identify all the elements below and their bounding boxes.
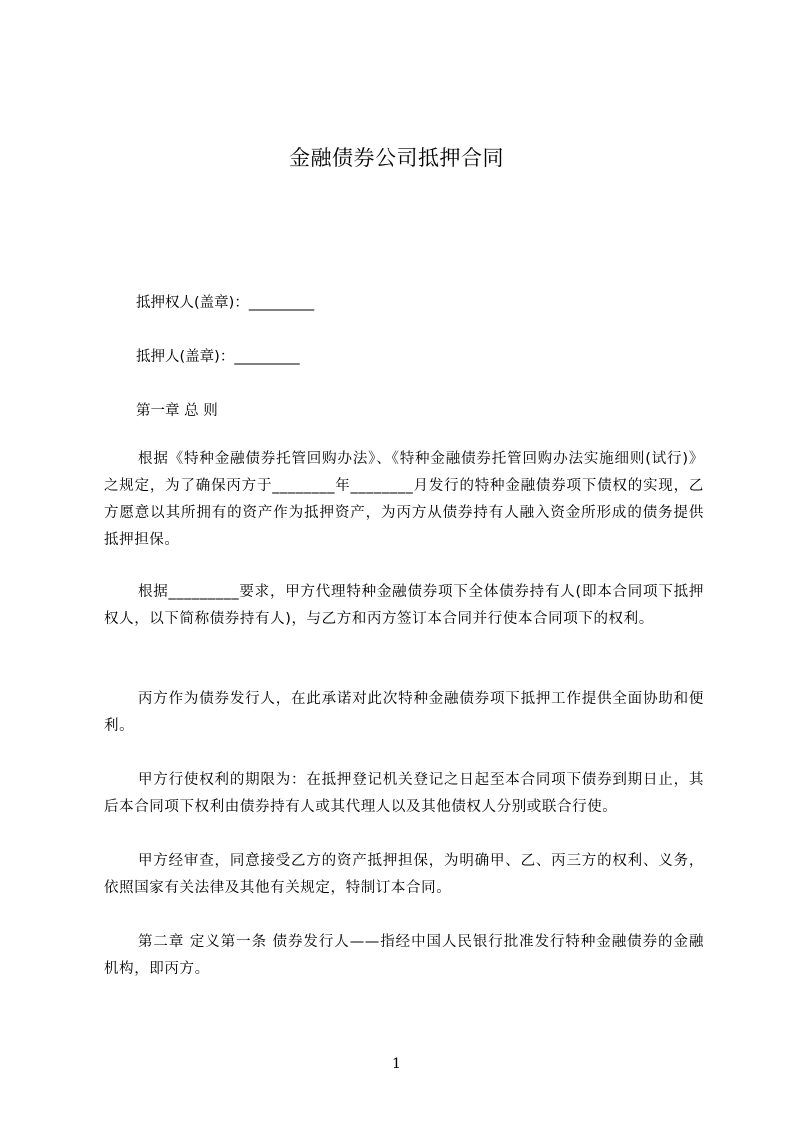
paragraph-chapter2-definition: 第二章 定义第一条 债券发行人——指经中国人民银行批准发行特种金融债券的金融机构，即丙方。 — [104, 934, 704, 977]
paragraph-review: 甲方经审查，同意接受乙方的资产抵押担保，为明确甲、乙、丙三方的权利、义务，依照国家有关法律及其他有关规定，特制订本合同。 — [104, 853, 704, 896]
paragraph-basis: 根据《特种金融债券托管回购办法》、《特种金融债券托管回购办法实施细则(试行)》之规定，为了确保丙方于________年________月发行的特种金融债券项下债权的实现，乙方愿意以其所拥有的资产作为抵押资产，为丙方从债券持有人融入资金所形成的债务提供抵押担保。 — [104, 451, 704, 548]
mortgagee-signature-field: 抵押权人(盖章)：_________ — [136, 295, 315, 311]
chapter-heading: 第一章 总 则 — [136, 403, 218, 419]
paragraph-agency: 根据_________要求，甲方代理特种金融债券项下全体债券持有人(即本合同项下抵押权人，以下简称债券持有人)，与乙方和丙方签订本合同并行使本合同项下的权利。 — [104, 584, 704, 627]
document-title: 金融债券公司抵押合同 — [289, 146, 504, 170]
paragraph-term: 甲方行使权利的期限为：在抵押登记机关登记之日起至本合同项下债券到期日止，其后本合同项下权利由债券持有人或其代理人以及其他债权人分别或联合行使。 — [104, 772, 704, 815]
page-number: 1 — [392, 1056, 401, 1072]
paragraph-issuer-commitment: 丙方作为债券发行人，在此承诺对此次特种金融债券项下抵押工作提供全面协助和便利。 — [104, 691, 704, 734]
mortgagor-signature-field: 抵押人(盖章)：_________ — [136, 349, 300, 365]
